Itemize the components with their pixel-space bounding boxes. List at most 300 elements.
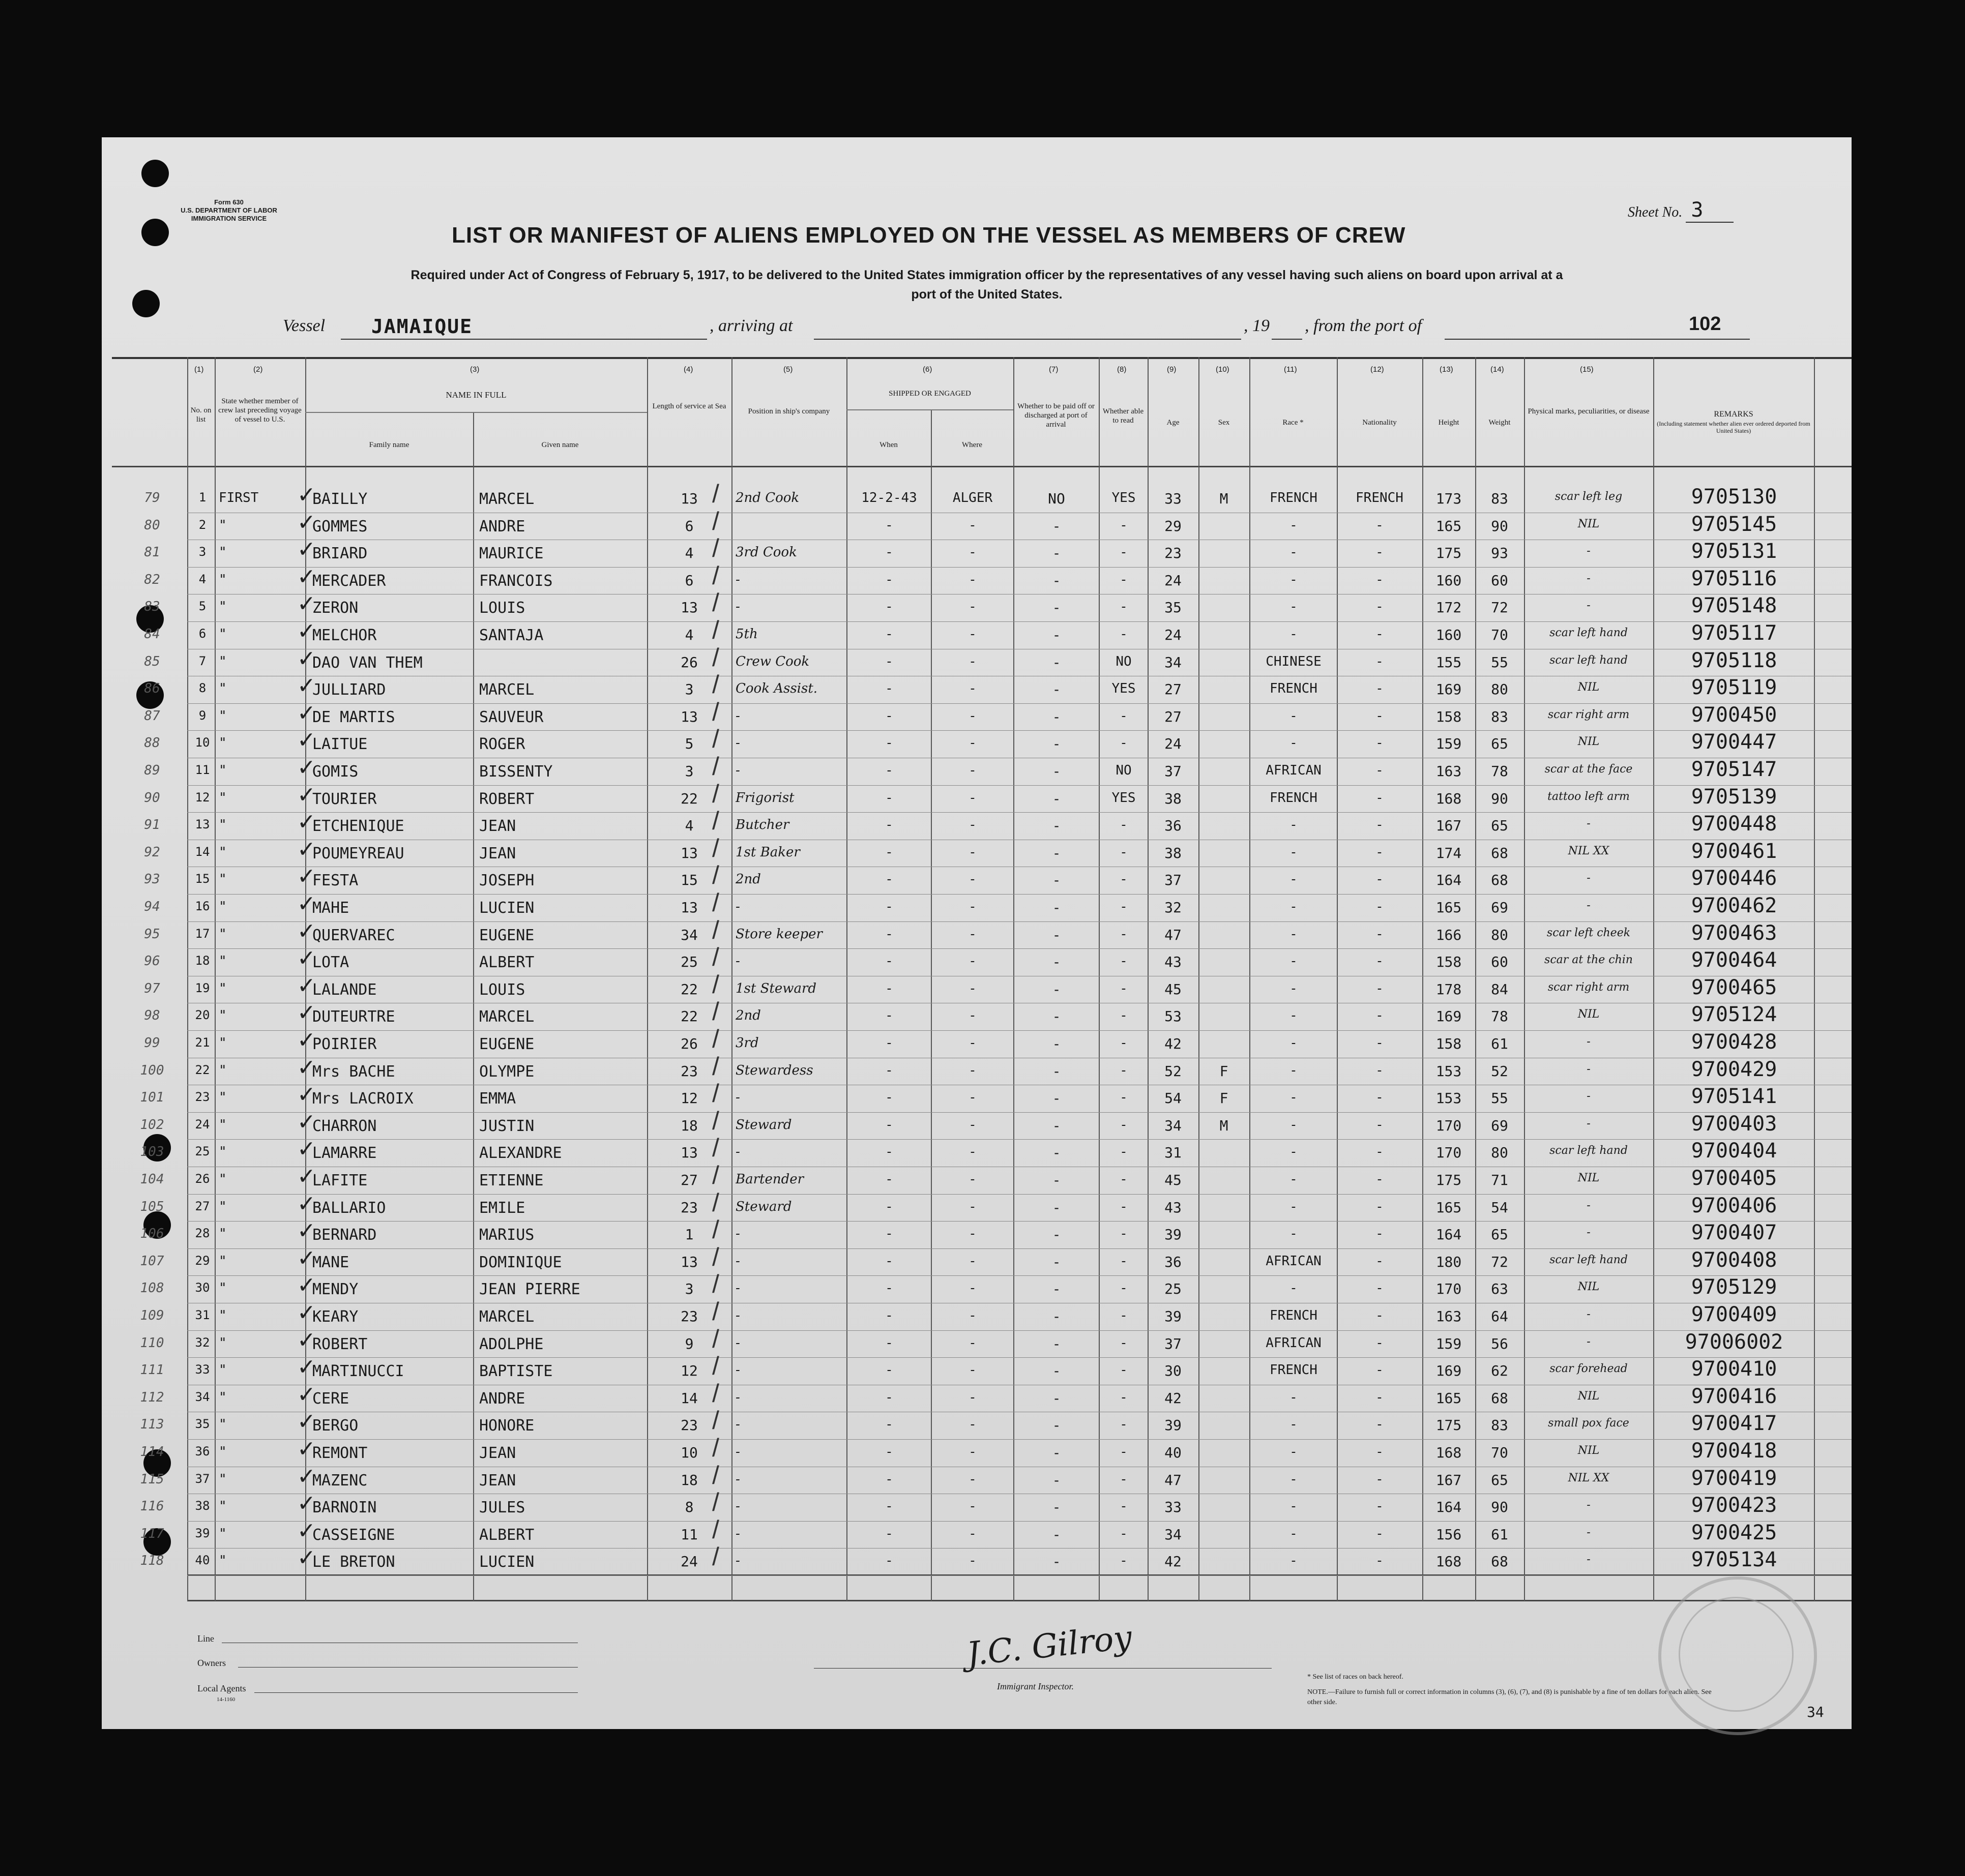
cell-family: MAHE (312, 899, 349, 917)
cell-marks: NIL XX (1568, 1472, 1609, 1484)
cell-when: - (885, 1254, 893, 1269)
cell-no: 8 (198, 681, 207, 695)
cell-family: MANE (312, 1254, 349, 1271)
row-rule (187, 921, 1852, 922)
cell-given: ETIENNE (479, 1172, 544, 1189)
row-rule (187, 1139, 1852, 1140)
cell-paid: - (1052, 681, 1061, 698)
cell-nat: - (1375, 1444, 1384, 1460)
penalty-note: NOTE.—Failure to furnish full or correct information in columns (3), (6), (7), and (8) is punishable by a fine of ten dollars for each alien. See other side. (1307, 1688, 1712, 1706)
cell-paid: - (1052, 872, 1061, 888)
cell-no: 19 (195, 981, 210, 995)
col-num-12: (12) (1370, 365, 1384, 374)
cell-paid: - (1052, 899, 1061, 916)
check-mark-icon: ✓ (297, 619, 316, 644)
cell-age: 47 (1164, 927, 1182, 943)
footer-owners-label: Owners (197, 1658, 226, 1668)
check-mark-icon: ✓ (297, 755, 316, 780)
cell-state: " (219, 763, 227, 778)
cell-read: - (1120, 1417, 1128, 1432)
cell-when: - (885, 817, 893, 832)
cell-age: 43 (1164, 954, 1182, 970)
col-num-13: (13) (1440, 365, 1453, 374)
cell-marks: NIL (1577, 518, 1600, 530)
cell-remarks: 9700446 (1691, 867, 1777, 890)
cell-where: - (969, 872, 977, 887)
cell-height: 170 (1435, 1117, 1462, 1134)
page-title: LIST OR MANIFEST OF ALIENS EMPLOYED ON THE VESSEL AS MEMBERS OF CREW (452, 223, 1406, 248)
tally-slash-icon: / (712, 534, 719, 562)
cell-read: - (1120, 545, 1128, 560)
cell-state: " (219, 1254, 227, 1269)
cell-weight: 83 (1491, 708, 1508, 725)
cell-length: 23 (681, 1063, 698, 1080)
header-bottom-border (112, 466, 1852, 467)
col-head-race: Race * (1282, 419, 1304, 427)
margin-entry-number: 105 (140, 1199, 164, 1214)
cell-marks: scar left hand (1549, 1254, 1628, 1266)
cell-when: - (885, 954, 893, 969)
tally-slash-icon: / (712, 670, 719, 699)
cell-paid: - (1052, 1335, 1061, 1352)
cell-given: ALEXANDRE (479, 1144, 562, 1162)
page-number: 102 (1689, 313, 1721, 335)
cell-height: 158 (1435, 708, 1462, 725)
cell-family: GOMIS (312, 763, 359, 781)
col-num-1: (1) (194, 365, 204, 374)
tally-slash-icon: / (712, 1352, 719, 1380)
manifest-sheet (102, 137, 1852, 1729)
vessel-label: Vessel (283, 316, 326, 335)
cell-height: 175 (1435, 1172, 1462, 1188)
cell-marks: - (1587, 1526, 1591, 1539)
cell-read: - (1120, 1063, 1128, 1078)
cell-remarks: 9700450 (1691, 703, 1777, 727)
cell-nat: - (1375, 572, 1384, 587)
row-rule (187, 703, 1852, 704)
cell-where: - (969, 1444, 977, 1460)
cell-race: - (1289, 872, 1298, 887)
cell-state: " (219, 1035, 227, 1051)
cell-when: - (885, 681, 893, 696)
cell-given: MARCEL (479, 1308, 535, 1326)
cell-position: - (736, 1281, 740, 1296)
col-divider (1524, 357, 1525, 1601)
cell-marks: scar left cheek (1546, 927, 1631, 939)
cell-family: BERNARD (312, 1226, 377, 1244)
cell-paid: - (1052, 1444, 1061, 1461)
col-divider (931, 409, 932, 1601)
cell-state: " (219, 1472, 227, 1487)
cell-where: - (969, 1362, 977, 1378)
cell-read: - (1120, 1472, 1128, 1487)
service-name: IMMIGRATION SERVICE (191, 215, 267, 222)
cell-height: 168 (1435, 1553, 1462, 1570)
cell-where: - (969, 627, 977, 642)
cell-nat: - (1375, 872, 1384, 887)
cell-length: 10 (681, 1444, 698, 1461)
cell-position: - (736, 1444, 740, 1460)
cell-where: - (969, 1499, 977, 1514)
col-num-14: (14) (1490, 365, 1504, 374)
cell-no: 40 (195, 1553, 210, 1567)
cell-position: - (736, 1362, 740, 1378)
cell-nat: - (1375, 1281, 1384, 1296)
cell-remarks: 9700403 (1691, 1112, 1777, 1136)
cell-nat: - (1375, 1417, 1384, 1432)
cell-remarks: 9705147 (1691, 758, 1777, 781)
margin-entry-number: 108 (140, 1281, 164, 1296)
cell-length: 11 (681, 1526, 698, 1543)
cell-read: - (1120, 1444, 1128, 1460)
cell-family: POUMEYREAU (312, 845, 404, 862)
col-head-name: NAME IN FULL (446, 390, 507, 400)
col-head-read: Whether able to read (1102, 407, 1144, 425)
cell-remarks: 9700406 (1691, 1194, 1777, 1217)
cell-state: " (219, 1553, 227, 1568)
cell-given: JEAN (479, 817, 516, 835)
tally-slash-icon: / (712, 1188, 719, 1217)
col-head-family: Family name (369, 441, 409, 449)
cell-paid: NO (1048, 490, 1065, 507)
cell-when: - (885, 1335, 893, 1351)
margin-entry-number: 109 (140, 1308, 164, 1323)
tally-slash-icon: / (712, 997, 719, 1026)
cell-position: Steward (736, 1199, 792, 1214)
cell-weight: 70 (1491, 627, 1508, 643)
cell-remarks: 9705116 (1691, 567, 1777, 590)
margin-entry-number: 88 (144, 735, 160, 751)
cell-family: ROBERT (312, 1335, 368, 1353)
cell-nat: - (1375, 681, 1384, 696)
cell-paid: - (1052, 790, 1061, 807)
cell-read: - (1120, 1308, 1128, 1323)
cell-height: 167 (1435, 1472, 1462, 1488)
cell-family: BRIARD (312, 545, 368, 562)
cell-remarks: 9705134 (1691, 1548, 1777, 1571)
tally-slash-icon: / (712, 834, 719, 862)
cell-read: NO (1116, 763, 1132, 778)
cell-no: 25 (195, 1144, 210, 1158)
margin-entry-number: 118 (140, 1553, 164, 1568)
margin-entry-number: 116 (140, 1499, 164, 1514)
punch-hole (141, 160, 169, 187)
cell-age: 24 (1164, 627, 1182, 643)
check-mark-icon: ✓ (297, 837, 316, 862)
margin-entry-number: 102 (140, 1117, 164, 1133)
cell-read: - (1120, 1199, 1128, 1214)
margin-entry-number: 94 (144, 899, 160, 914)
check-mark-icon: ✓ (297, 1355, 316, 1380)
col-head-no: No. on list (190, 406, 212, 424)
cell-nat: FRENCH (1356, 490, 1403, 505)
cell-marks: scar right arm (1547, 981, 1630, 994)
cell-when: - (885, 735, 893, 751)
cell-state: " (219, 1308, 227, 1323)
cell-read: - (1120, 1008, 1128, 1023)
cell-where: - (969, 1226, 977, 1241)
cell-length: 13 (681, 490, 698, 507)
cell-nat: - (1375, 817, 1384, 832)
margin-entry-number: 87 (144, 708, 160, 724)
cell-given: LOUIS (479, 981, 525, 999)
cell-marks: - (1587, 545, 1591, 557)
cell-state: " (219, 1144, 227, 1159)
cell-race: - (1289, 735, 1298, 751)
margin-entry-number: 95 (144, 927, 160, 942)
cell-weight: 56 (1491, 1335, 1508, 1352)
cell-age: 33 (1164, 490, 1182, 507)
cell-remarks: 9700462 (1691, 894, 1777, 917)
margin-entry-number: 99 (144, 1035, 160, 1051)
cell-race: CHINESE (1266, 654, 1322, 669)
cell-remarks: 9705141 (1691, 1085, 1777, 1108)
cell-when: - (885, 1090, 893, 1105)
cell-height: 174 (1435, 845, 1462, 861)
cell-length: 22 (681, 981, 698, 998)
cell-position: 2nd (736, 1008, 761, 1023)
cell-state: " (219, 927, 227, 942)
row-rule (187, 1439, 1852, 1440)
tally-slash-icon: / (712, 643, 719, 672)
cell-marks: - (1587, 899, 1591, 912)
table-top-border (112, 357, 1852, 359)
cell-where: - (969, 899, 977, 914)
cell-height: 164 (1435, 1499, 1462, 1515)
cell-state: " (219, 981, 227, 996)
cell-sex: M (1219, 490, 1228, 507)
cell-remarks: 9700418 (1691, 1439, 1777, 1463)
cell-weight: 62 (1491, 1362, 1508, 1379)
cell-where: - (969, 1254, 977, 1269)
col-num-10: (10) (1216, 365, 1229, 374)
cell-read: - (1120, 599, 1128, 614)
col-head-sex: Sex (1218, 419, 1230, 427)
margin-entry-number: 107 (140, 1254, 164, 1269)
cell-no: 1 (198, 490, 207, 504)
cell-age: 25 (1164, 1281, 1182, 1297)
cell-where: - (969, 1472, 977, 1487)
cell-when: - (885, 1472, 893, 1487)
check-mark-icon: ✓ (297, 564, 316, 589)
footer-owners-blank (238, 1657, 578, 1667)
cell-age: 23 (1164, 545, 1182, 561)
cell-remarks: 9700461 (1691, 840, 1777, 863)
cell-height: 168 (1435, 790, 1462, 807)
cell-given: SANTAJA (479, 627, 544, 644)
cell-marks: - (1587, 817, 1591, 830)
margin-entry-number: 82 (144, 572, 160, 587)
cell-remarks: 9700429 (1691, 1058, 1777, 1081)
check-mark-icon: ✓ (297, 1055, 316, 1080)
cell-given: MAURICE (479, 545, 544, 562)
cell-nat: - (1375, 1226, 1384, 1241)
col-divider (473, 412, 474, 1601)
tally-slash-icon: / (712, 588, 719, 617)
cell-no: 29 (195, 1254, 210, 1268)
cell-marks: NIL (1577, 1444, 1600, 1457)
cell-race: - (1289, 817, 1298, 832)
cell-where: - (969, 817, 977, 832)
cell-given: LUCIEN (479, 899, 535, 917)
cell-when: - (885, 654, 893, 669)
col-divider (647, 357, 648, 1601)
tally-slash-icon: / (712, 1515, 719, 1544)
cell-race: FRENCH (1270, 790, 1317, 806)
cell-read: YES (1111, 490, 1136, 505)
cell-height: 169 (1435, 1008, 1462, 1025)
cell-no: 26 (195, 1172, 210, 1186)
cell-where: - (969, 681, 977, 696)
cell-height: 153 (1435, 1090, 1462, 1107)
cell-age: 33 (1164, 1499, 1182, 1515)
check-mark-icon: ✓ (297, 810, 316, 835)
cell-where: - (969, 1008, 977, 1023)
cell-marks: NIL XX (1568, 845, 1609, 857)
cell-given: MARIUS (479, 1226, 535, 1244)
cell-no: 27 (195, 1199, 210, 1213)
cell-race: - (1289, 1172, 1298, 1187)
margin-entry-number: 90 (144, 790, 160, 806)
cell-given: ALBERT (479, 1526, 535, 1544)
check-mark-icon: ✓ (297, 973, 316, 998)
cell-nat: - (1375, 1172, 1384, 1187)
cell-length: 3 (685, 763, 694, 780)
cell-state: FIRST (219, 490, 259, 505)
cell-position: Cook Assist. (736, 681, 818, 696)
cell-paid: - (1052, 1008, 1061, 1025)
row-rule (187, 812, 1852, 813)
cell-when: - (885, 1526, 893, 1541)
cell-read: YES (1111, 681, 1136, 696)
col-divider (1814, 357, 1815, 1601)
cell-family: MERCADER (312, 572, 386, 590)
tally-slash-icon: / (712, 480, 719, 508)
cell-length: 13 (681, 708, 698, 725)
cell-read: - (1120, 735, 1128, 751)
cell-length: 9 (685, 1335, 694, 1352)
cell-when: - (885, 1144, 893, 1159)
cell-remarks: 9700465 (1691, 976, 1777, 999)
check-mark-icon: ✓ (297, 537, 316, 562)
margin-entry-number: 103 (140, 1144, 164, 1159)
cell-family: MENDY (312, 1281, 359, 1298)
cell-race: - (1289, 954, 1298, 969)
cell-state: " (219, 1444, 227, 1460)
cell-when: 12-2-43 (861, 490, 917, 505)
cell-no: 33 (195, 1362, 210, 1377)
cell-position: - (736, 1417, 740, 1432)
col-divider (187, 357, 188, 1601)
margin-entry-number: 104 (140, 1172, 164, 1187)
cell-height: 169 (1435, 1362, 1462, 1379)
margin-entry-number: 100 (140, 1063, 164, 1078)
cell-read: - (1120, 1553, 1128, 1568)
cell-when: - (885, 1553, 893, 1568)
margin-entry-number: 101 (140, 1090, 164, 1105)
cell-marks: - (1587, 1035, 1591, 1048)
col-head-remarks-note: (Including statement whether alien ever ordered deported from United States) (1657, 420, 1810, 434)
check-mark-icon: ✓ (297, 673, 316, 698)
cell-marks: NIL (1577, 1008, 1600, 1021)
cell-no: 36 (195, 1444, 210, 1458)
col-divider (846, 357, 847, 1601)
cell-age: 42 (1164, 1390, 1182, 1407)
cell-age: 47 (1164, 1472, 1182, 1488)
col-num-8: (8) (1117, 365, 1127, 374)
cell-weight: 93 (1491, 545, 1508, 561)
cell-paid: - (1052, 1035, 1061, 1052)
cell-marks: tattoo left arm (1547, 790, 1630, 803)
margin-entry-number: 106 (140, 1226, 164, 1241)
cell-where: - (969, 1417, 977, 1432)
shipped-subhead-line (846, 409, 1013, 410)
cell-age: 38 (1164, 790, 1182, 807)
cell-given: LUCIEN (479, 1553, 535, 1571)
col-head-given: Given name (541, 441, 579, 449)
cell-position: - (736, 1254, 740, 1269)
cell-nat: - (1375, 954, 1384, 969)
cell-height: 173 (1435, 490, 1462, 507)
cell-where: - (969, 572, 977, 587)
margin-entry-number: 112 (140, 1390, 164, 1405)
cell-where: - (969, 927, 977, 942)
cell-when: - (885, 845, 893, 860)
cell-given: JEAN (479, 845, 516, 862)
cell-length: 8 (685, 1499, 694, 1515)
tally-slash-icon: / (712, 861, 719, 889)
tally-slash-icon: / (712, 1542, 719, 1571)
cell-given: JOSEPH (479, 872, 535, 889)
cell-sex: F (1219, 1090, 1228, 1107)
cell-nat: - (1375, 790, 1384, 806)
cell-height: 165 (1435, 1199, 1462, 1216)
cell-where: - (969, 708, 977, 724)
arriving-line (814, 318, 1241, 340)
margin-entry-number: 86 (144, 681, 160, 696)
cell-length: 3 (685, 1281, 694, 1297)
cell-remarks: 9705130 (1691, 485, 1777, 509)
check-mark-icon: ✓ (297, 783, 316, 808)
cell-family: BERGO (312, 1417, 359, 1435)
cell-race: AFRICAN (1266, 763, 1322, 778)
cell-marks: - (1587, 872, 1591, 884)
cell-weight: 80 (1491, 927, 1508, 943)
cell-race: - (1289, 1472, 1298, 1487)
cell-state: " (219, 735, 227, 751)
cell-family: ZERON (312, 599, 359, 617)
tally-slash-icon: / (712, 916, 719, 944)
cell-race: - (1289, 1499, 1298, 1514)
cell-no: 30 (195, 1281, 210, 1295)
cell-age: 37 (1164, 872, 1182, 888)
margin-entry-number: 84 (144, 627, 160, 642)
cell-no: 37 (195, 1472, 210, 1486)
cell-marks: NIL (1577, 681, 1600, 694)
cell-position: - (736, 1390, 740, 1405)
cell-family: Mrs LACROIX (312, 1090, 414, 1108)
cell-no: 32 (195, 1335, 210, 1350)
cell-when: - (885, 763, 893, 778)
cell-weight: 68 (1491, 845, 1508, 861)
cell-age: 54 (1164, 1090, 1182, 1107)
margin-entry-number: 111 (140, 1362, 164, 1378)
cell-paid: - (1052, 572, 1061, 589)
cell-remarks: 9700419 (1691, 1467, 1777, 1490)
cell-no: 11 (195, 763, 210, 777)
cell-nat: - (1375, 599, 1384, 614)
cell-weight: 70 (1491, 1444, 1508, 1461)
